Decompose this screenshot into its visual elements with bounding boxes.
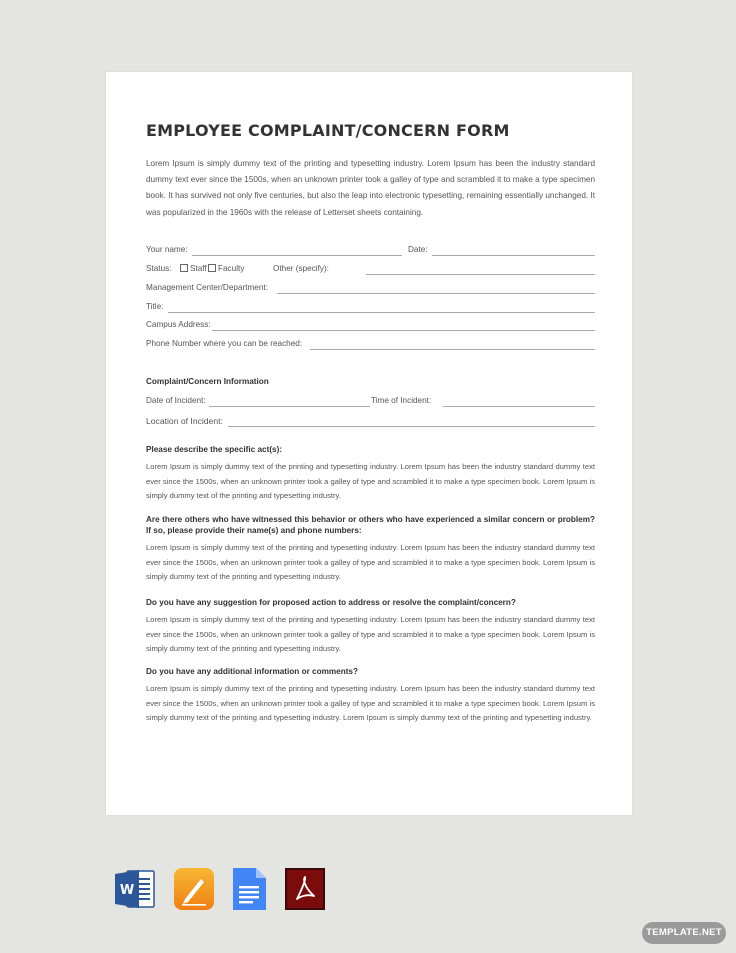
staff-option[interactable] bbox=[180, 264, 207, 273]
incident-datetime-row bbox=[146, 396, 595, 410]
campus-label: Campus Address: bbox=[146, 320, 211, 329]
faculty-label: Faculty bbox=[218, 264, 245, 273]
answer-3: Lorem Ipsum is simply dummy text of the printing and typesetting industry. Lorem Ipsum has been the industry standard dummy text ever since the 1500s, when an unknown printer took a galley of type and scrambled it to make a type specimen book. Lorem Ipsum is simply dummy text of the printing and typesetting industry. bbox=[146, 615, 595, 654]
google-docs-icon[interactable] bbox=[228, 867, 270, 911]
title-label: Title: bbox=[146, 302, 164, 311]
answer-2: Lorem Ipsum is simply dummy text of the printing and typesetting industry. Lorem Ipsum has been the industry standard dummy text ever since the 1500s, when an unknown printer took a galley of type and scrambled it to make a type specimen book. Lorem Ipsum is simply dummy text of the printing and typesetting industry. bbox=[146, 543, 595, 582]
your-name-field[interactable] bbox=[192, 255, 402, 256]
name-date-row bbox=[146, 245, 595, 259]
location-of-incident-field[interactable] bbox=[228, 426, 595, 427]
pages-icon[interactable] bbox=[173, 867, 215, 911]
status-row bbox=[146, 264, 595, 278]
date-field[interactable] bbox=[432, 255, 595, 256]
pdf-icon[interactable] bbox=[284, 867, 326, 911]
page-title: EMPLOYEE COMPLAINT/CONCERN FORM bbox=[146, 121, 510, 140]
date-of-incident-label: Date of Incident: bbox=[146, 396, 206, 405]
template-net-badge: TEMPLATE.NET bbox=[642, 922, 726, 944]
phone-row bbox=[146, 339, 595, 353]
title-row bbox=[146, 302, 595, 316]
word-icon[interactable] bbox=[114, 867, 156, 911]
date-label: Date: bbox=[408, 245, 428, 254]
complaint-heading: Complaint/Concern Information bbox=[146, 377, 269, 386]
question-4: Do you have any additional information or comments? bbox=[146, 667, 358, 676]
location-of-incident-label: Location of Incident: bbox=[146, 416, 223, 426]
svg-text:W: W bbox=[119, 883, 135, 898]
title-field[interactable] bbox=[168, 312, 595, 313]
intro-paragraph: Lorem Ipsum is simply dummy text of the printing and typesetting industry. Lorem Ipsum has been the industry standard dummy text ever since the 1500s, when an unknown printer took a galley of type and scrambled it to make a type specimen book. It has survived not only five centuries, but also the leap into electronic typesetting, remaining essentially unchanged. It was popularized in the 1960s with the release of Letterset sheets containing. bbox=[146, 159, 595, 217]
your-name-label: Your name: bbox=[146, 245, 188, 254]
question-2: Are there others who have witnessed this behavior or others who have experienced a similar concern or problem? If so, please provide their name(s) and phone numbers: bbox=[146, 515, 595, 535]
campus-field[interactable] bbox=[212, 330, 595, 331]
time-of-incident-field[interactable] bbox=[443, 406, 595, 407]
answer-4: Lorem Ipsum is simply dummy text of the printing and typesetting industry. Lorem Ipsum has been the industry standard dummy text ever since the 1500s, when an unknown printer took a galley of type and scrambled it to make a type specimen book. Lorem Ipsum is simply dummy text of the printing and typesetting industry. Lorem Ipsum is simply dummy text of the printing and typesetting industry. bbox=[146, 684, 595, 723]
faculty-option[interactable] bbox=[208, 264, 244, 273]
staff-checkbox[interactable] bbox=[180, 264, 188, 272]
question-3: Do you have any suggestion for proposed action to address or resolve the complaint/concern? bbox=[146, 598, 516, 607]
phone-field[interactable] bbox=[310, 349, 595, 350]
management-label: Management Center/Department: bbox=[146, 283, 268, 292]
phone-label: Phone Number where you can be reached: bbox=[146, 339, 303, 348]
campus-row bbox=[146, 320, 595, 334]
time-of-incident-label: Time of Incident: bbox=[371, 396, 432, 405]
date-of-incident-field[interactable] bbox=[209, 406, 370, 407]
management-field[interactable] bbox=[277, 293, 595, 294]
question-1: Please describe the specific act(s): bbox=[146, 445, 283, 454]
status-label: Status: bbox=[146, 264, 172, 273]
other-specify-field[interactable] bbox=[366, 274, 595, 275]
document-page bbox=[106, 72, 632, 815]
faculty-checkbox[interactable] bbox=[208, 264, 216, 272]
staff-label: Staff bbox=[190, 264, 207, 273]
incident-location-row bbox=[146, 416, 595, 430]
management-row bbox=[146, 283, 595, 297]
other-specify-label: Other (specify): bbox=[273, 264, 329, 273]
answer-1: Lorem Ipsum is simply dummy text of the printing and typesetting industry. Lorem Ipsum has been the industry standard dummy text ever since the 1500s, when an unknown printer took a galley of type and scrambled it to make a type specimen book. Lorem Ipsum is simply dummy text of the printing and typesetting industry. bbox=[146, 462, 595, 501]
